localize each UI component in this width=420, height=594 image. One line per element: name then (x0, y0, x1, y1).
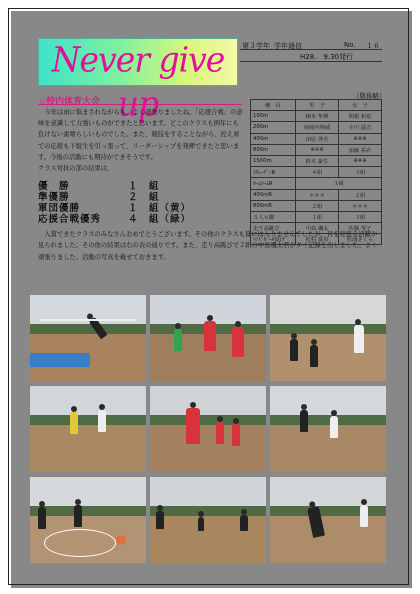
result-label: 準優勝 (38, 192, 70, 203)
photo-field-game (30, 477, 146, 563)
event-cell: ５人６脚 (251, 211, 296, 222)
records-table (250, 99, 382, 245)
result-label: 優 勝 (38, 181, 70, 192)
boys-cell: ※※※ (296, 144, 339, 155)
boys-cell: １組 (296, 211, 339, 222)
article-paragraph: 入賞できたクラスのみなさんおめでとうございます。その他のクラスも賞には入りませんでしたが、目を見張る活躍が見られました。その他の結果は右の表の通りです。また、走り高跳びで２組の中島颯太君がタイ記録を出しました。よく頑張りました。活動の写真を載せておきます。 (38, 231, 378, 261)
result-row (38, 214, 244, 225)
result-value: ２ 組 (128, 192, 160, 203)
boys-cell: 鈴木 豪生 (296, 155, 339, 166)
boys-cell: ２組 (296, 200, 339, 211)
results-list (38, 181, 244, 225)
table-row (251, 155, 382, 166)
result-value: １ 組 (128, 181, 160, 192)
girls-cell: 加藤 祐衣 (339, 144, 382, 155)
table-row (251, 178, 382, 189)
boys-cell: 松村 泉央 (296, 234, 339, 245)
table-row (251, 211, 382, 222)
photo-ball-throw (270, 295, 386, 381)
table-row (251, 122, 382, 133)
table-row (251, 200, 382, 211)
result-value: １ 組（黄） (128, 203, 192, 214)
newsletter-label: 学年通信 (274, 42, 302, 50)
event-cell: 800m (251, 144, 296, 155)
girls-cell: 松浦さくら (339, 234, 382, 245)
photo-grid (30, 295, 386, 564)
masthead-divider (240, 49, 382, 50)
result-row (38, 203, 244, 214)
girls-cell: ※※※ (339, 133, 382, 144)
girls-cell: 関根 和泉 (339, 111, 382, 122)
table-row (251, 167, 382, 178)
article-results-intro: クラス対抗の部の結果は、 (38, 165, 114, 173)
table-row (251, 111, 382, 122)
photo-group-event (30, 386, 146, 472)
issue-label: No. (344, 41, 356, 49)
boys-cell: 中島 颯太 (296, 223, 339, 234)
boys-cell: ＊＊＊ (296, 189, 339, 200)
table-row (251, 223, 382, 234)
masthead-divider-lower (240, 61, 382, 62)
photo-relay-runners (150, 295, 266, 381)
issue-number: １６ (366, 42, 380, 50)
photo-sprint-start (150, 386, 266, 472)
girls-cell: ３組 (339, 167, 382, 178)
table-header: 男 子 (296, 100, 339, 111)
issue-date: H28. 9.30発行 (300, 53, 353, 61)
boys-cell: 南岡内翔威 (296, 122, 339, 133)
boys-cell: ４組 (296, 167, 339, 178)
boys-cell: 梅本 隼輝 (296, 111, 339, 122)
article-body (38, 107, 244, 174)
table-row (251, 234, 382, 245)
photo-high-jump (30, 295, 146, 381)
article-paragraph: 今年は雨に悩まされながらも、よく頑張りましたね。「応援合戦」の意味を意識して力強いものができたと思います。どこのクラスも例年にも負けない素晴らしいものでした。また、競技をすることながら、控え席での応援も下級生を引っ張って、リーダーシップを発揮できたと思います。今後の活動にも期待ができそうです。 (38, 109, 243, 161)
event-cell: 800mR (251, 200, 296, 211)
result-label: 軍団優勝 (38, 203, 81, 214)
event-cell: 100m (251, 111, 296, 122)
table-header-row (251, 100, 382, 111)
section-heading: ☆校内体育大会 (38, 97, 101, 107)
event-cell: 走り高跳び (251, 223, 296, 234)
photo-track-race (270, 386, 386, 472)
event-cell: 200m (251, 122, 296, 133)
event-cell: ﾊﾝﾄﾞﾎﾞｰﾙ投げ (251, 234, 296, 245)
boys-cell: 田原 啓吾 (296, 133, 339, 144)
event-cell: ﾎｰﾑﾙｰﾑR (251, 178, 296, 189)
masthead-title: Never give up (51, 38, 225, 124)
result-label: 応援合戦優秀 (38, 214, 102, 225)
result-value: ４ 組（緑） (128, 214, 192, 225)
table-row (251, 144, 382, 155)
photo-field-wide (150, 477, 266, 563)
table-header: 女 子 (339, 100, 382, 111)
grade-label: 第３学年 (242, 42, 270, 50)
event-cell: ｽｳｪｰﾃﾞﾝR (251, 167, 296, 178)
girls-cell: ２組 (339, 189, 382, 200)
table-row (251, 133, 382, 144)
boys-cell: ３組 (296, 178, 382, 189)
event-cell: 400mR (251, 189, 296, 200)
table-caption: （敬称略） (353, 92, 386, 100)
result-row (38, 181, 244, 192)
event-cell: 400m (251, 133, 296, 144)
girls-cell: 小川 遥音 (339, 122, 382, 133)
girls-cell: 佐藤 琴子 (339, 223, 382, 234)
girls-cell: ※※※ (339, 155, 382, 166)
girls-cell: ３組 (339, 211, 382, 222)
result-row (38, 192, 244, 203)
photo-runner-closeup (270, 477, 386, 563)
event-cell: 1500m (251, 155, 296, 166)
girls-cell: ＊＊＊ (339, 200, 382, 211)
table-row (251, 189, 382, 200)
section-underline (38, 104, 242, 105)
table-header: 種 目 (251, 100, 296, 111)
